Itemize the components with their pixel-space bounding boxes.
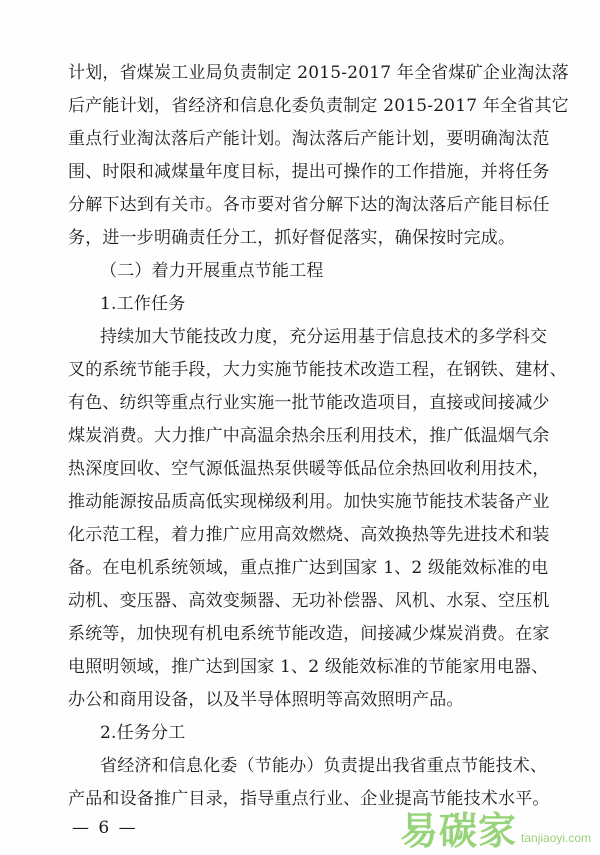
body-line: 计划，省煤炭工业局负责制定 2015-2017 年全省煤矿企业淘汰落 (68, 63, 569, 83)
body-line: 持续加大节能技改力度，充分运用基于信息技术的多学科交 (100, 327, 548, 347)
body-line: 电照明领域，推广达到国家 1、2 级能效标准的节能家用电器、 (68, 657, 549, 677)
body-line: 推动能源按品质高低实现梯级利用。加快实施节能技术装备产业 (68, 492, 550, 512)
body-line: 备。在电机系统领域，重点推广达到国家 1、2 级能效标准的电 (68, 558, 549, 578)
body-line: 有色、纺织等重点行业实施一批节能改造项目，直接或间接减少 (68, 393, 550, 413)
body-line: 务，进一步明确责任分工，抓好督促落实，确保按时完成。 (68, 228, 516, 248)
body-line: 省经济和信息化委（节能办）负责提出我省重点节能技术、 (100, 756, 548, 776)
body-line: 叉的系统节能手段，大力实施节能技术改造工程，在钢铁、建材、 (68, 360, 567, 380)
body-line: 办公和商用设备，以及半导体照明等高效照明产品。 (68, 690, 464, 710)
subsection-heading: 1.工作任务 (100, 294, 186, 314)
body-line: 分解下达到有关市。各市要对省分解下达的淘汰落后产能目标任 (68, 195, 550, 215)
body-line: 煤炭消费。大力推广中高温余热余压利用技术，推广低温烟气余 (68, 426, 550, 446)
body-line: 热深度回收、空气源低温热泵供暖等低品位余热回收利用技术， (68, 459, 550, 479)
section-heading: （二）着力开展重点节能工程 (100, 261, 324, 281)
watermark-logo (400, 800, 591, 855)
body-line: 后产能计划，省经济和信息化委负责制定 2015-2017 年全省其它 (68, 96, 569, 116)
page-number: — 6 — (72, 818, 138, 838)
subsection-heading: 2.任务分工 (100, 723, 186, 743)
body-line: 化示范工程，着力推广应用高效燃烧、高效换热等先进技术和装 (68, 525, 550, 545)
body-line: 产品和设备推广目录，指导重点行业、企业提高节能技术水平。 (68, 789, 550, 809)
watermark-domain: tanjiaoyi.com (521, 831, 592, 845)
body-line: 围、时限和减煤量年度目标，提出可操作的工作措施，并将任务 (68, 162, 550, 182)
body-line: 重点行业淘汰落后产能计划。淘汰落后产能计划，要明确淘汰范 (68, 129, 550, 149)
body-line: 系统等，加快现有机电系统节能改造，间接减少煤炭消费。在家 (68, 624, 550, 644)
body-line: 动机、变压器、高效变频器、无功补偿器、风机、水泵、空压机 (68, 591, 550, 611)
watermark-logo-text: 易碳家 (400, 809, 518, 853)
